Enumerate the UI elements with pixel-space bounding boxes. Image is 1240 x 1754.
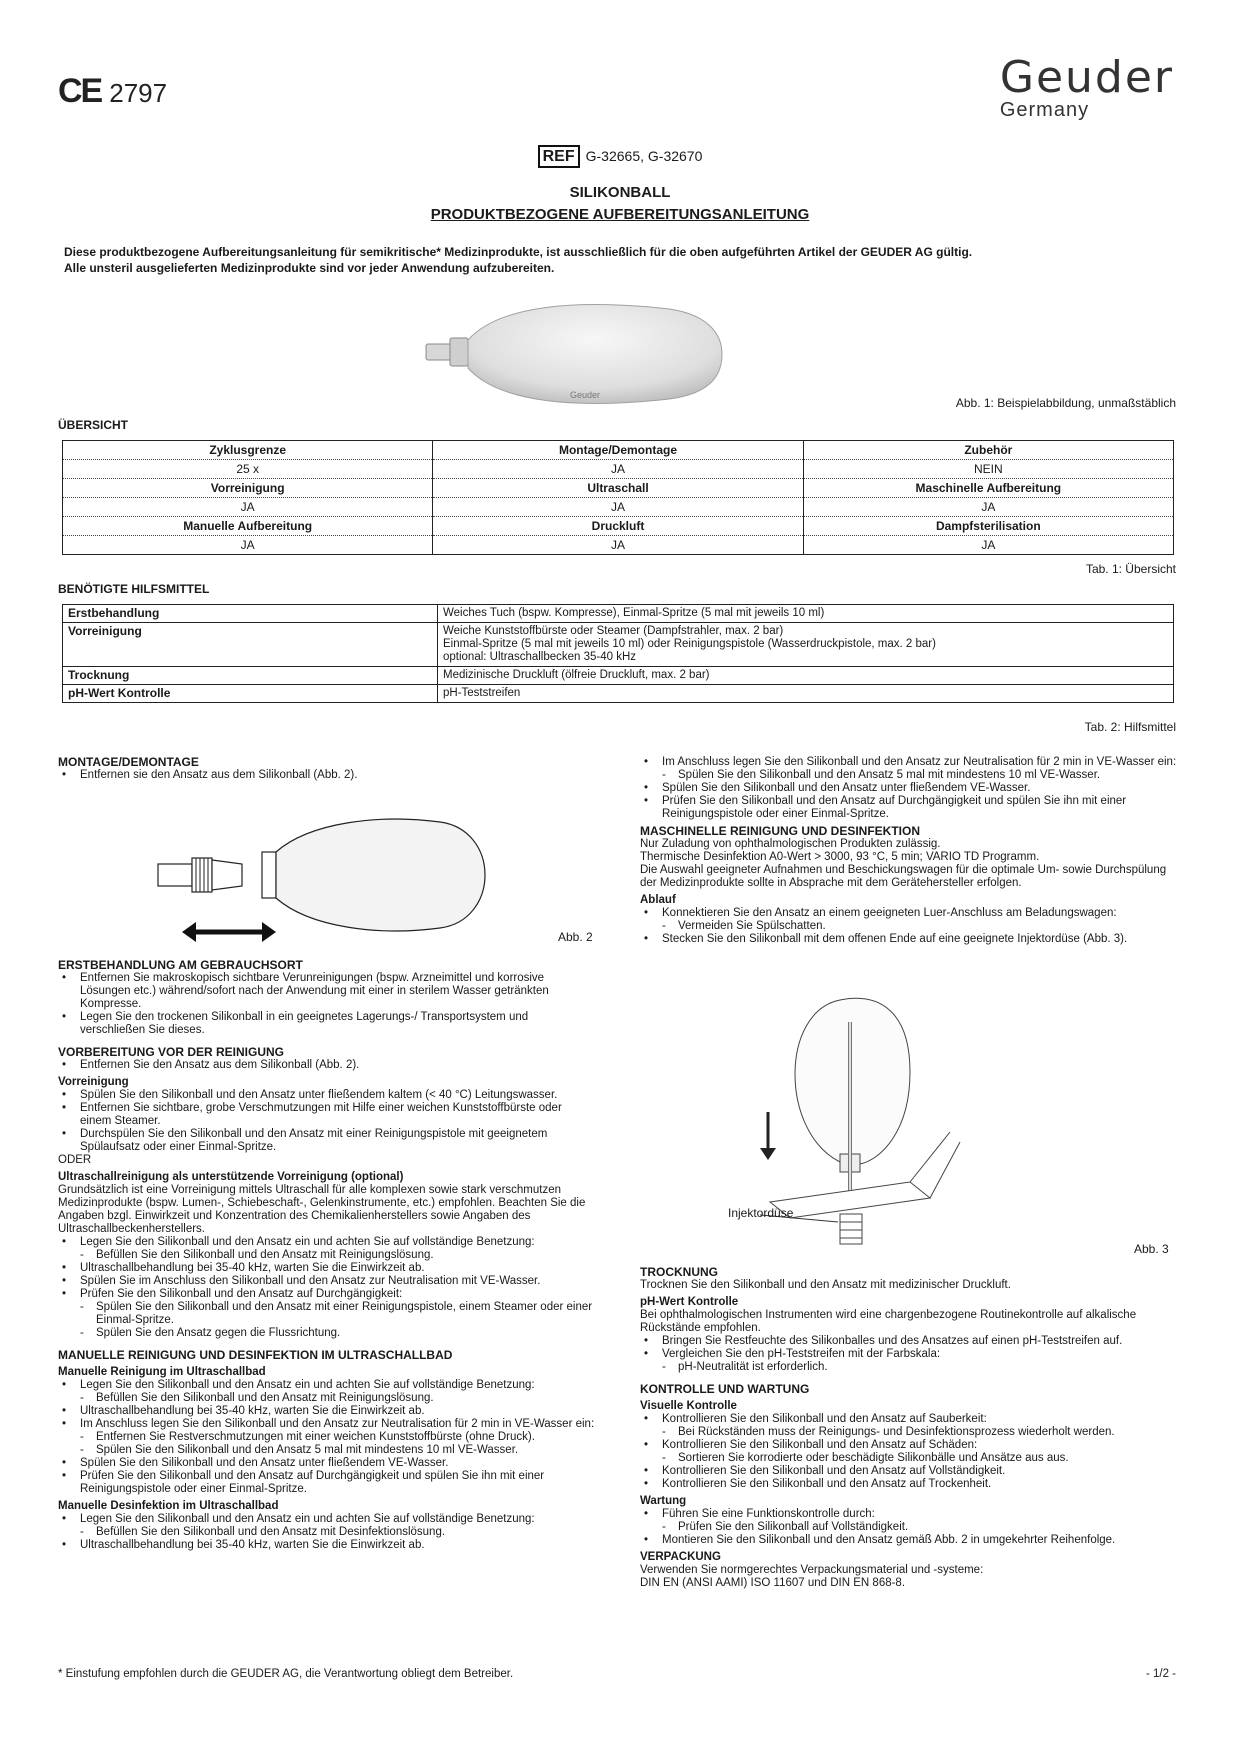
bullet-marker: • <box>644 1335 649 1347</box>
aids-row-label: pH-Wert Kontrolle <box>63 685 438 703</box>
reference-line <box>0 148 1240 166</box>
overview-header-row <box>63 517 1174 536</box>
overview-value-cell: NEIN <box>803 460 1173 479</box>
list-item <box>58 1275 595 1288</box>
overview-value-cell: JA <box>63 536 433 555</box>
dash-marker: - <box>662 1452 666 1464</box>
section-heading: MASCHINELLE REINIGUNG UND DESINFEKTION <box>640 824 921 838</box>
sub-list-item <box>58 1392 595 1405</box>
list-item <box>58 1457 595 1470</box>
bullet-marker: • <box>644 907 649 919</box>
overview-value-cell: JA <box>63 498 433 517</box>
list-item <box>640 933 1180 946</box>
bullet-marker: • <box>62 1470 67 1482</box>
ref-numbers: G-32665, G-32670 <box>585 148 703 164</box>
list-item-text: Spülen Sie im Anschluss den Silikonball und den Ansatz zur Neutralisation mit VE-Wasser. <box>80 1275 541 1287</box>
list-item-text: Montieren Sie den Silikonball und den Ansatz gemäß Abb. 2 in umgekehrter Reihenfolge. <box>662 1534 1116 1546</box>
list-item-text: Legen Sie den trockenen Silikonball in ein geeignetes Lagerungs-/ Transportsystem und verschließen Sie dieses. <box>80 1011 529 1036</box>
bullet-marker: • <box>644 1348 649 1360</box>
document-subtitle: PRODUKTBEZOGENE AUFBEREITUNGSANLEITUNG <box>430 206 810 223</box>
overview-header-cell: Maschinelle Aufbereitung <box>803 479 1173 498</box>
list-item-text: Vermeiden Sie Spülschatten. <box>678 920 826 932</box>
bullet-marker: • <box>62 1418 67 1430</box>
sub-list-item <box>640 1521 1180 1534</box>
subsection-heading: Ablauf <box>640 894 676 906</box>
list-item-text: Ultraschallbehandlung bei 35-40 kHz, warten Sie die Einwirkzeit ab. <box>80 1405 425 1417</box>
list-item-text: Spülen Sie den Silikonball und den Ansatz 5 mal mit mindestens 10 ml VE-Wasser. <box>96 1444 519 1456</box>
sub-list-item <box>58 1444 595 1457</box>
overview-value-cell: JA <box>433 498 803 517</box>
list-item <box>58 1059 595 1072</box>
list-item <box>58 1379 595 1392</box>
figure-3-caption: Abb. 3 <box>1134 1242 1169 1256</box>
list-item <box>640 782 1180 795</box>
list-item-text: Prüfen Sie den Silikonball und den Ansatz auf Durchgängigkeit: <box>80 1288 403 1300</box>
overview-value-cell: 25 x <box>63 460 433 479</box>
list-item <box>640 795 1180 821</box>
list-item-text: Kontrollieren Sie den Silikonball und den Ansatz auf Trockenheit. <box>662 1478 992 1490</box>
aids-row <box>63 605 1174 623</box>
section-heading: TROCKNUNG <box>640 1265 718 1279</box>
overview-value-row <box>63 460 1174 479</box>
list-item-text: Ultraschallbehandlung bei 35-40 kHz, warten Sie die Einwirkzeit ab. <box>80 1539 425 1551</box>
list-item <box>640 1478 1180 1491</box>
overview-value-cell: JA <box>803 498 1173 517</box>
bullet-marker: • <box>62 1379 67 1391</box>
aids-row-value <box>438 623 1174 667</box>
aids-heading: BENÖTIGTE HILFSMITTEL <box>58 582 210 596</box>
list-item-text: Konnektieren Sie den Ansatz an einem geeigneten Luer-Anschluss am Beladungswagen: <box>662 907 1117 919</box>
list-item-text: Spülen Sie den Silikonball und den Ansatz 5 mal mit mindestens 10 ml VE-Wasser. <box>678 769 1101 781</box>
figure-3-injector-nozzle <box>760 992 1020 1262</box>
subsection-heading: Wartung <box>640 1495 687 1507</box>
list-item-text: Entfernen Sie den Ansatz aus dem Silikonball (Abb. 2). <box>80 1059 360 1071</box>
sub-list-item <box>640 920 1180 933</box>
subsection-heading: Manuelle Reinigung im Ultraschallbad <box>58 1366 266 1378</box>
section-heading: MANUELLE REINIGUNG UND DESINFEKTION IM ULTRASCHALLBAD <box>58 1348 453 1362</box>
right-column-top <box>640 756 1180 946</box>
aids-table-caption: Tab. 2: Hilfsmittel <box>1084 720 1176 734</box>
document-title: SILIKONBALL <box>569 184 671 201</box>
bullet-marker: • <box>644 1534 649 1546</box>
dash-marker: - <box>80 1327 84 1339</box>
overview-header-cell: Ultraschall <box>433 479 803 498</box>
figure-1-caption: Abb. 1: Beispielabbildung, unmaßstäblich <box>955 396 1176 410</box>
aids-value-line: Medizinische Druckluft (ölfreie Druckluft, max. 2 bar) <box>443 669 710 681</box>
list-item-text: Spülen Sie den Silikonball und den Ansatz mit einer Reinigungspistole, einem Steamer oder einer Einmal-Spritze. <box>96 1301 593 1326</box>
overview-table <box>62 440 1174 555</box>
figure-2-caption: Abb. 2 <box>558 930 593 944</box>
aids-row-label: Vorreinigung <box>63 623 438 667</box>
list-item <box>58 1236 595 1249</box>
notified-body-number: 2797 <box>109 78 168 108</box>
list-item-text: Im Anschluss legen Sie den Silikonball und den Ansatz zur Neutralisation für 2 min in VE-Wasser ein: <box>80 1418 595 1430</box>
brand-country: Germany <box>999 99 1090 121</box>
sub-list-item <box>640 1426 1180 1439</box>
aids-value-line: Weiche Kunststoffbürste oder Steamer (Dampfstrahler, max. 2 bar) <box>443 625 784 637</box>
bullet-marker: • <box>62 1089 67 1101</box>
dash-marker: - <box>80 1249 84 1261</box>
bullet-marker: • <box>644 795 649 807</box>
page-number: - 1/2 - <box>1145 1668 1176 1680</box>
list-item-text: Befüllen Sie den Silikonball und den Ansatz mit Desinfektionslösung. <box>96 1526 446 1538</box>
aids-row-label: Trocknung <box>63 667 438 685</box>
subsection-heading: Manuelle Desinfektion im Ultraschallbad <box>58 1500 279 1512</box>
aids-row <box>63 685 1174 703</box>
overview-value-cell: JA <box>433 460 803 479</box>
overview-header-row <box>63 441 1174 460</box>
intro-line-2: Alle unsteril ausgelieferten Medizinprodukte sind vor jeder Anwendung aufzubereiten. <box>64 261 555 275</box>
paragraph: Grundsätzlich ist eine Vorreinigung mittels Ultraschall für alle komplexen sowie stark verschmutzen Medizinprodukte (bspw. Lumen-, Schiebeschaft-, Gelenkinstrumente, etc.) empfohlen. Beachten Sie die Angaben bzgl. Einwirkzeit und Konzentration des Chemikalienherstellers sowie Angaben des Ultraschallbeckenherstellers. <box>58 1184 586 1235</box>
paragraph: Verwenden Sie normgerechtes Verpackungsmaterial und -systeme: <box>640 1564 984 1576</box>
list-item-text: Bringen Sie Restfeuchte des Silikonballes und des Ansatzes auf einen pH-Teststreifen auf. <box>662 1335 1123 1347</box>
list-item <box>640 1465 1180 1478</box>
product-label: Geuder <box>570 390 601 400</box>
list-item-text: Spülen Sie den Silikonball und den Ansatz unter fließendem VE-Wasser. <box>80 1457 449 1469</box>
dash-marker: - <box>80 1526 84 1538</box>
bullet-marker: • <box>62 1128 67 1140</box>
aids-value-line: optional: Ultraschallbecken 35-40 kHz <box>443 651 637 663</box>
dash-marker: - <box>80 1431 84 1443</box>
list-item-text: Legen Sie den Silikonball und den Ansatz ein und achten Sie auf vollständige Benetzung: <box>80 1513 535 1525</box>
section-heading: MONTAGE/DEMONTAGE <box>58 755 199 769</box>
overview-value-row <box>63 498 1174 517</box>
list-item-text: Durchspülen Sie den Silikonball und den Ansatz mit einer Reinigungspistole mit geeignetem Spülaufsatz oder einer Einmal-Spritze. <box>80 1128 548 1153</box>
subsection-heading: VERPACKUNG <box>640 1551 721 1563</box>
list-item <box>640 1534 1180 1547</box>
list-item-text: Führen Sie eine Funktionskontrolle durch: <box>662 1508 875 1520</box>
bullet-marker: • <box>62 1059 67 1071</box>
dash-marker: - <box>80 1392 84 1404</box>
list-item <box>640 1335 1180 1348</box>
list-item-text: Befüllen Sie den Silikonball und den Ansatz mit Reinigungslösung. <box>96 1392 434 1404</box>
paragraph: Bei ophthalmologischen Instrumenten wird eine chargenbezogene Routinekontrolle auf alkalische Rückstände empfohlen. <box>640 1309 1137 1334</box>
aids-row <box>63 623 1174 667</box>
list-item-text: Legen Sie den Silikonball und den Ansatz ein und achten Sie auf vollständige Benetzung: <box>80 1379 535 1391</box>
dash-marker: - <box>662 1426 666 1438</box>
list-item-text: Kontrollieren Sie den Silikonball und den Ansatz auf Sauberkeit: <box>662 1413 987 1425</box>
list-item-text: Spülen Sie den Silikonball und den Ansatz unter fließendem VE-Wasser. <box>662 782 1031 794</box>
list-item <box>640 1439 1180 1452</box>
subsection-heading: Visuelle Kontrolle <box>640 1400 737 1412</box>
aids-row-value <box>438 685 1174 703</box>
paragraph: DIN EN (ANSI AAMI) ISO 11607 und DIN EN 868-8. <box>640 1577 906 1589</box>
list-item-text: Prüfen Sie den Silikonball und den Ansatz auf Durchgängigkeit und spülen Sie ihn mit einer Reinigungspistole oder einer Einmal-Spritze. <box>80 1470 545 1495</box>
sub-list-item <box>58 1301 595 1327</box>
overview-header-cell: Zubehör <box>803 441 1173 460</box>
footer-note: * Einstufung empfohlen durch die GEUDER AG, die Verantwortung obliegt dem Betreiber. <box>58 1668 514 1680</box>
bullet-marker: • <box>62 1262 67 1274</box>
overview-header-cell: Dampfsterilisation <box>803 517 1173 536</box>
list-item-text: Vergleichen Sie den pH-Teststreifen mit der Farbskala: <box>662 1348 941 1360</box>
bullet-marker: • <box>62 1513 67 1525</box>
ce-mark <box>58 72 167 111</box>
overview-header-row <box>63 479 1174 498</box>
sub-list-item <box>58 1431 595 1444</box>
list-item-text: Sortieren Sie korrodierte oder beschädigte Silikonbälle und Ansätze aus aus. <box>678 1452 1069 1464</box>
overview-value-row <box>63 536 1174 555</box>
overview-header-cell: Manuelle Aufbereitung <box>63 517 433 536</box>
list-item <box>58 769 595 782</box>
overview-header-cell: Zyklusgrenze <box>63 441 433 460</box>
bullet-marker: • <box>644 756 649 768</box>
bullet-marker: • <box>62 769 67 781</box>
list-item <box>58 1288 595 1301</box>
aids-value-line: Weiches Tuch (bspw. Kompresse), Einmal-Spritze (5 mal mit jeweils 10 ml) <box>443 607 825 619</box>
bullet-marker: • <box>62 1102 67 1114</box>
aids-value-line: pH-Teststreifen <box>443 687 521 699</box>
bullet-marker: • <box>644 1439 649 1451</box>
dash-marker: - <box>662 769 666 781</box>
section-heading: KONTROLLE UND WARTUNG <box>640 1382 810 1396</box>
aids-row-value <box>438 667 1174 685</box>
paragraph: Thermische Desinfektion A0-Wert > 3000, 93 °C, 5 min; VARIO TD Programm. <box>640 851 1040 863</box>
dash-marker: - <box>662 920 666 932</box>
sub-list-item <box>58 1249 595 1262</box>
list-item-text: Prüfen Sie den Silikonball auf Vollständigkeit. <box>678 1521 909 1533</box>
list-item-text: Entfernen Sie makroskopisch sichtbare Verunreinigungen (bspw. Arzneimittel und korrosive Lösungen etc.) während/sofort nach der Anwendung mit einer in sterilem Wasser getränkten Kompresse. <box>80 972 549 1010</box>
section-heading: VORBEREITUNG VOR DER REINIGUNG <box>58 1045 285 1059</box>
bullet-marker: • <box>62 1011 67 1023</box>
list-item-text: Spülen Sie den Silikonball und den Ansatz unter fließendem kaltem (< 40 °C) Leitungswasser. <box>80 1089 558 1101</box>
bullet-marker: • <box>62 1457 67 1469</box>
list-item <box>58 1470 595 1496</box>
list-item <box>640 1348 1180 1361</box>
dash-marker: - <box>80 1444 84 1456</box>
overview-header-cell: Druckluft <box>433 517 803 536</box>
list-item <box>58 1418 595 1431</box>
aids-table <box>62 604 1174 703</box>
paragraph: Die Auswahl geeigneter Aufnahmen und Beschickungswagen für die optimale Um- sowie Durchspülung der Medizinprodukte sollte in Absprache mit dem Gerätehersteller erfolgen. <box>640 864 1167 889</box>
list-item <box>640 1508 1180 1521</box>
list-item-text: pH-Neutralität ist erforderlich. <box>678 1361 828 1373</box>
ce-symbol: CE <box>58 72 102 110</box>
bullet-marker: • <box>644 1465 649 1477</box>
list-item <box>58 1539 595 1552</box>
sub-list-item <box>640 1361 1180 1374</box>
section-heading: ERSTBEHANDLUNG AM GEBRAUCHSORT <box>58 958 303 972</box>
list-item-text: Kontrollieren Sie den Silikonball und den Ansatz auf Schäden: <box>662 1439 978 1451</box>
list-item <box>58 1089 595 1102</box>
product-image-silicone-ball <box>420 300 730 412</box>
intro-text <box>64 244 972 276</box>
sub-list-item <box>640 769 1180 782</box>
sub-list-item <box>58 1327 595 1340</box>
overview-table-caption: Tab. 1: Übersicht <box>1085 562 1176 576</box>
list-item <box>58 1262 595 1275</box>
list-item-text: Prüfen Sie den Silikonball und den Ansatz auf Durchgängigkeit und spülen Sie ihn mit einer Reinigungspistole oder einer Einmal-Spritze. <box>662 795 1127 820</box>
sub-list-item <box>640 1452 1180 1465</box>
bullet-marker: • <box>644 1478 649 1490</box>
list-item-text: Ultraschallbehandlung bei 35-40 kHz, warten Sie die Einwirkzeit ab. <box>80 1262 425 1274</box>
bullet-marker: • <box>62 1288 67 1300</box>
subsection-heading: Vorreinigung <box>58 1076 129 1088</box>
list-item <box>640 1413 1180 1426</box>
list-item-text: Stecken Sie den Silikonball mit dem offenen Ende auf eine geeignete Injektordüse (Abb. 3). <box>662 933 1128 945</box>
bullet-marker: • <box>62 1539 67 1551</box>
list-item <box>640 907 1180 920</box>
intro-line-1: Diese produktbezogene Aufbereitungsanleitung für semikritische* Medizinprodukte, ist ausschließlich für die oben aufgeführten Artikel der GEUDER AG gültig. <box>64 245 973 259</box>
paragraph: Nur Zuladung von ophthalmologischen Produkten zulässig. <box>640 838 941 850</box>
paragraph: ODER <box>58 1154 92 1166</box>
list-item-text: Im Anschluss legen Sie den Silikonball und den Ansatz zur Neutralisation für 2 min in VE-Wasser ein: <box>662 756 1177 768</box>
dash-marker: - <box>80 1301 84 1313</box>
bullet-marker: • <box>644 933 649 945</box>
bullet-marker: • <box>62 1236 67 1248</box>
list-item-text: Entfernen sie den Ansatz aus dem Silikonball (Abb. 2). <box>80 769 358 781</box>
subsection-heading: pH-Wert Kontrolle <box>640 1296 739 1308</box>
overview-value-cell: JA <box>433 536 803 555</box>
list-item-text: Befüllen Sie den Silikonball und den Ansatz mit Reinigungslösung. <box>96 1249 434 1261</box>
list-item <box>58 1513 595 1526</box>
overview-value-cell: JA <box>803 536 1173 555</box>
list-item-text: Entfernen Sie Restverschmutzungen mit einer weichen Kunststoffbürste (ohne Druck). <box>96 1431 535 1443</box>
company-logo <box>1000 52 1174 122</box>
list-item <box>58 1128 595 1154</box>
list-item-text: Legen Sie den Silikonball und den Ansatz ein und achten Sie auf vollständige Benetzung: <box>80 1236 535 1248</box>
overview-heading: ÜBERSICHT <box>58 418 129 432</box>
bullet-marker: • <box>62 1275 67 1287</box>
bullet-marker: • <box>644 1508 649 1520</box>
subsection-heading: Ultraschallreinigung als unterstützende Vorreinigung (optional) <box>58 1171 404 1183</box>
aids-row <box>63 667 1174 685</box>
aids-row-value <box>438 605 1174 623</box>
brand-name: Geuder <box>999 52 1174 103</box>
bullet-marker: • <box>62 972 67 984</box>
overview-header-cell: Vorreinigung <box>63 479 433 498</box>
bullet-marker: • <box>644 782 649 794</box>
paragraph: Trocknen Sie den Silikonball und den Ansatz mit medizinischer Druckluft. <box>640 1279 1011 1291</box>
list-item-text: Entfernen Sie sichtbare, grobe Verschmutzungen mit Hilfe einer weichen Kunststoffbürste oder einem Steamer. <box>80 1102 562 1127</box>
overview-header-cell: Montage/Demontage <box>433 441 803 460</box>
dash-marker: - <box>662 1361 666 1373</box>
aids-value-line: Einmal-Spritze (5 mal mit jeweils 10 ml) oder Reinigungspistole (Wasserdruckpistole, max. 2 bar) <box>443 638 936 650</box>
right-column-bottom <box>640 1266 1180 1590</box>
ref-label: REF <box>538 145 580 168</box>
list-item <box>58 1102 595 1128</box>
list-item <box>58 1011 595 1037</box>
list-item <box>58 1405 595 1418</box>
list-item <box>58 972 595 1011</box>
list-item <box>640 756 1180 769</box>
bullet-marker: • <box>644 1413 649 1425</box>
injector-nozzle-label: Injektordüse <box>728 1206 794 1220</box>
list-item-text: Bei Rückständen muss der Reinigungs- und Desinfektionsprozess wiederholt werden. <box>678 1426 1115 1438</box>
bullet-marker: • <box>62 1405 67 1417</box>
aids-row-label: Erstbehandlung <box>63 605 438 623</box>
figure-2-disassembly <box>150 812 510 952</box>
list-item-text: Spülen Sie den Ansatz gegen die Flussrichtung. <box>96 1327 341 1339</box>
dash-marker: - <box>662 1521 666 1533</box>
sub-list-item <box>58 1526 595 1539</box>
list-item-text: Kontrollieren Sie den Silikonball und den Ansatz auf Vollständigkeit. <box>662 1465 1006 1477</box>
